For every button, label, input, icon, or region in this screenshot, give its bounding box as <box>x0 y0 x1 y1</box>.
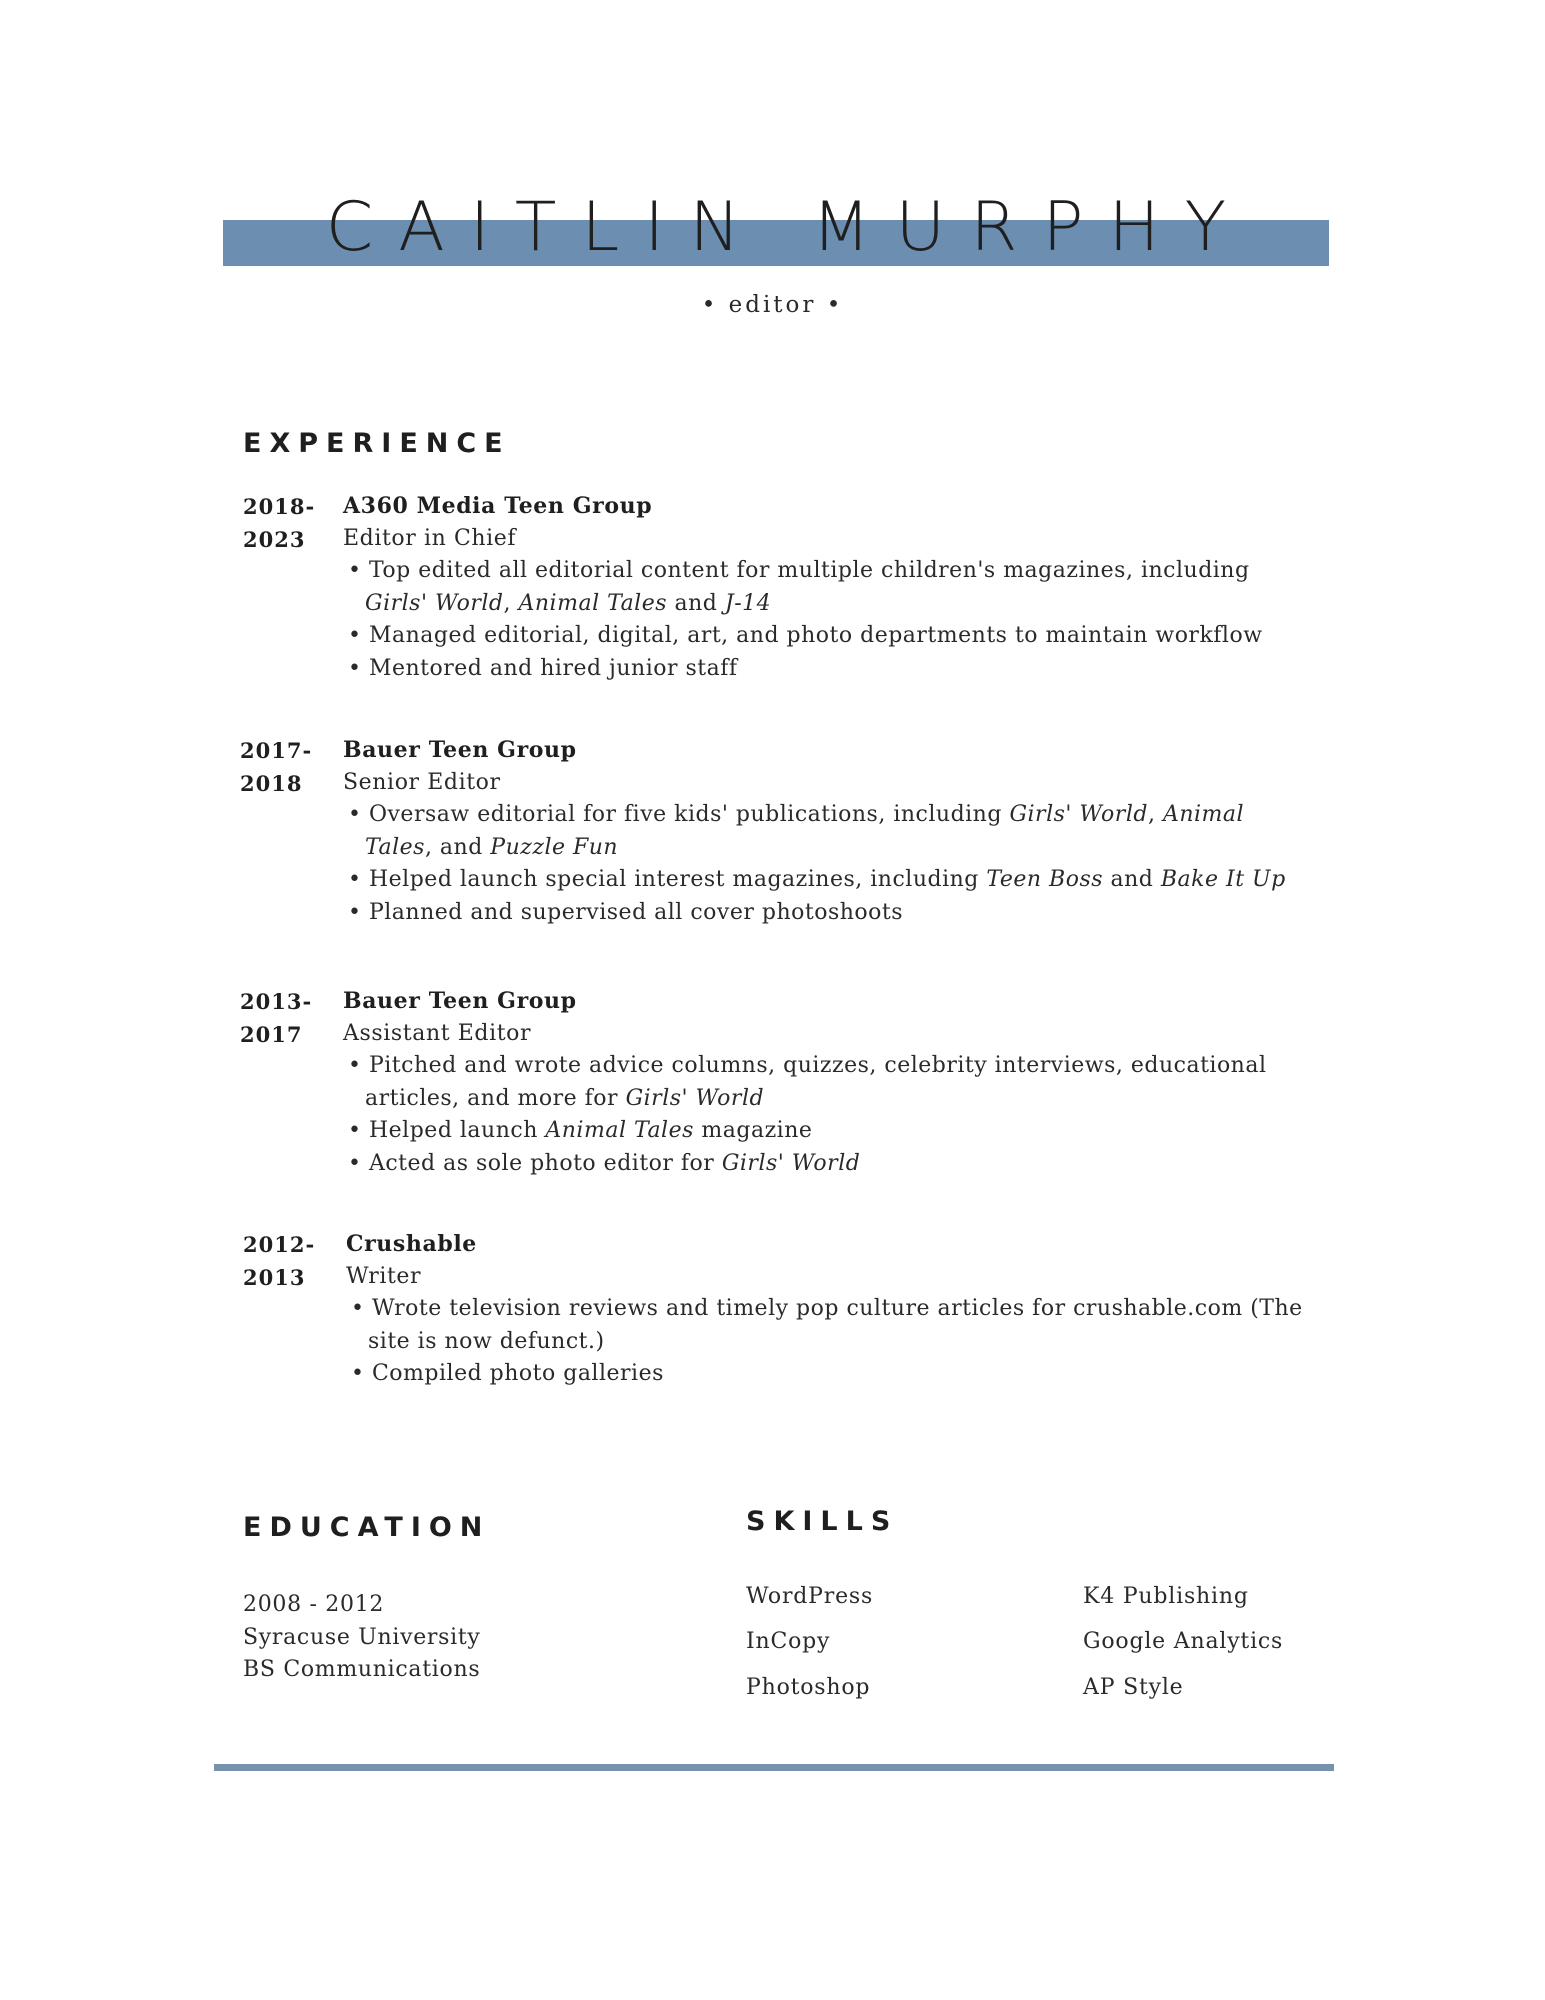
bullet-point <box>346 1358 1306 1391</box>
bullet-point <box>343 1148 1303 1181</box>
bullet-text: , <box>503 590 519 616</box>
years-end: 2023 <box>243 527 306 552</box>
bullet-text: , and <box>424 834 491 860</box>
years-end: 2013 <box>243 1265 306 1290</box>
education-details <box>243 1589 481 1687</box>
education-degree: BS Communications <box>243 1657 481 1682</box>
role-title: Writer <box>346 1263 422 1289</box>
publication-title: Girls' World <box>365 590 504 616</box>
company-name: Crushable <box>346 1231 477 1257</box>
experience-details <box>343 490 1303 686</box>
bullet-point <box>343 555 1303 620</box>
bullet-point <box>343 799 1303 864</box>
publication-title: Teen Boss <box>986 867 1104 893</box>
job-title: • editor • <box>701 292 844 318</box>
bullet-text: • Pitched and wrote advice columns, quizzes, celebrity interviews, educational articles, and more for <box>348 1053 1267 1111</box>
skills-heading: SKILLS <box>746 1506 899 1537</box>
bottom-divider <box>214 1764 1334 1771</box>
bullet-text: • Compiled photo galleries <box>351 1361 664 1387</box>
years-start: 2012- <box>243 1232 316 1257</box>
education-school: Syracuse University <box>243 1624 481 1650</box>
bullet-text: • Top edited all editorial content for multiple children's magazines, including <box>348 558 1250 584</box>
skill-item: WordPress <box>746 1584 874 1609</box>
experience-years <box>240 734 313 800</box>
bullet-text: • Acted as sole photo editor for <box>348 1150 722 1176</box>
skill-item: AP Style <box>1083 1675 1184 1700</box>
bullet-point <box>346 1293 1306 1358</box>
years-start: 2018- <box>243 494 316 519</box>
bullet-point <box>343 897 1303 930</box>
publication-title: Puzzle Fun <box>490 834 619 860</box>
experience-details <box>346 1228 1306 1391</box>
experience-heading: EXPERIENCE <box>243 428 511 459</box>
candidate-name: CAITLIN MURPHY <box>325 188 1252 267</box>
skill-item: InCopy <box>746 1629 831 1654</box>
role-title: Assistant Editor <box>343 1020 532 1046</box>
publication-title: J-14 <box>724 590 772 616</box>
bullet-text: • Oversaw editorial for five kids' publications, including <box>348 802 1010 828</box>
bullet-text: • Planned and supervised all cover photoshoots <box>348 899 904 925</box>
bullet-text: • Managed editorial, digital, art, and photo departments to maintain workflow <box>348 623 1263 649</box>
bullet-text: and <box>667 590 725 616</box>
experience-details <box>343 985 1303 1181</box>
company-name: Bauer Teen Group <box>343 988 577 1014</box>
experience-years <box>240 985 313 1051</box>
years-start: 2017- <box>240 738 313 763</box>
bullet-text: • Helped launch special interest magazines, including <box>348 867 987 893</box>
bullet-point <box>343 653 1303 686</box>
bullet-text: • Wrote television reviews and timely pop culture articles for crushable.com (The site is now defunct.) <box>351 1296 1303 1354</box>
years-start: 2013- <box>240 989 313 1014</box>
publication-title: Animal Tales <box>365 802 1245 860</box>
bullet-text: magazine <box>693 1118 813 1144</box>
bullet-text: • Mentored and hired junior staff <box>348 655 738 681</box>
company-name: A360 Media Teen Group <box>343 493 653 519</box>
role-title: Editor in Chief <box>343 525 517 551</box>
publication-title: Bake It Up <box>1160 867 1286 893</box>
bullet-point <box>343 1115 1303 1148</box>
experience-years <box>243 1228 316 1294</box>
experience-details <box>343 734 1303 930</box>
publication-title: Animal Tales <box>518 590 668 616</box>
publication-title: Girls' World <box>625 1085 765 1111</box>
publication-title: Girls' World <box>1009 802 1148 828</box>
role-title: Senior Editor <box>343 769 501 795</box>
bullet-text: , <box>1147 802 1163 828</box>
skill-item: Photoshop <box>746 1675 871 1700</box>
publication-title: Girls' World <box>721 1150 861 1176</box>
skill-item: Google Analytics <box>1083 1629 1284 1654</box>
bullet-point <box>343 1050 1303 1115</box>
bullet-point <box>343 864 1303 897</box>
experience-years <box>243 490 316 556</box>
years-end: 2018 <box>240 771 303 796</box>
bullet-text: • Helped launch <box>348 1118 546 1144</box>
company-name: Bauer Teen Group <box>343 737 577 763</box>
publication-title: Animal Tales <box>545 1118 694 1144</box>
bullet-point <box>343 620 1303 653</box>
education-heading: EDUCATION <box>243 1512 491 1543</box>
bullet-text: and <box>1103 867 1161 893</box>
education-years: 2008 - 2012 <box>243 1592 385 1617</box>
years-end: 2017 <box>240 1022 303 1047</box>
skill-item: K4 Publishing <box>1083 1584 1249 1609</box>
